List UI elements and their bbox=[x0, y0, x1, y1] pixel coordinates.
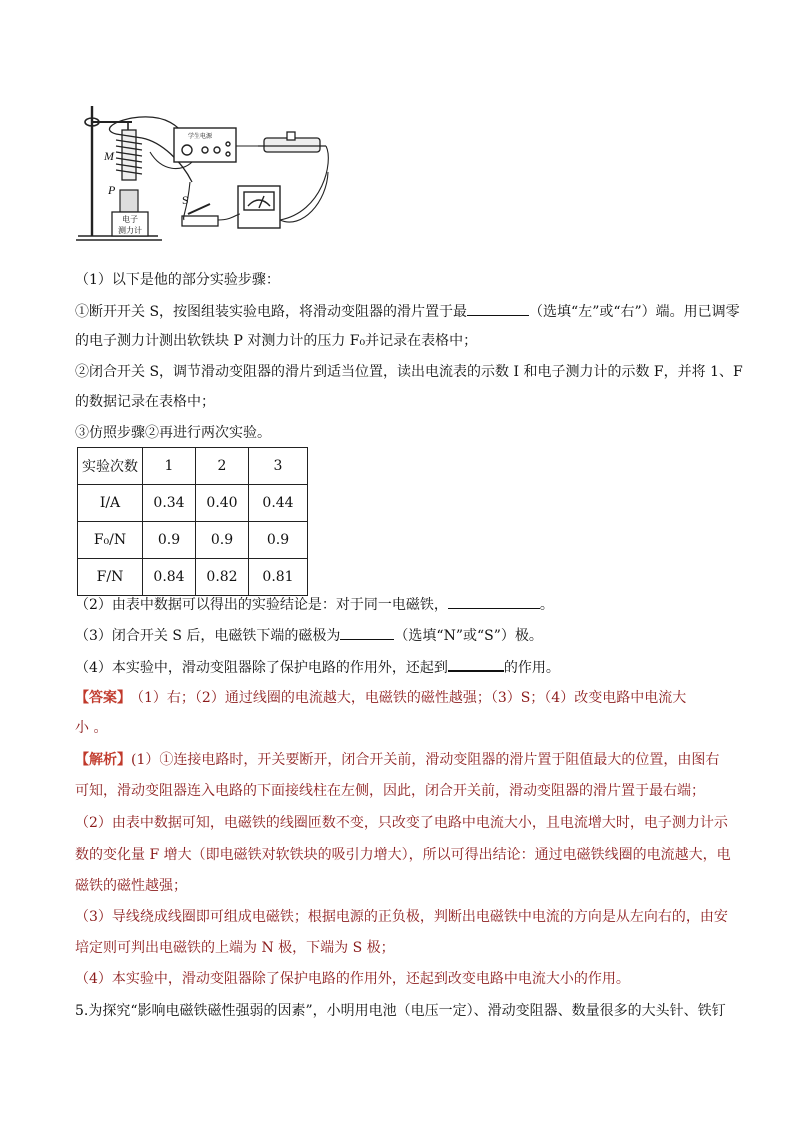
question-3 bbox=[75, 625, 543, 646]
ammeter bbox=[238, 186, 280, 228]
table-header-row bbox=[78, 448, 308, 485]
analysis-line7: 培定则可判出电磁铁的上端为 N 极，下端为 S 极； bbox=[75, 940, 395, 956]
q3-text-a: （3）闭合开关 S 后，电磁铁下端的磁极为 bbox=[75, 628, 341, 644]
table-header-cell: 实验次数 bbox=[78, 448, 143, 485]
table-row bbox=[78, 485, 308, 522]
answer-tag: 【答案】 bbox=[75, 690, 131, 706]
question-4 bbox=[75, 656, 560, 678]
steps-intro: （1）以下是他的部分实验步骤： bbox=[75, 272, 280, 288]
label-p: P bbox=[108, 183, 116, 197]
circuit-diagram-figure bbox=[72, 102, 348, 244]
table-cell: 0.82 bbox=[196, 559, 249, 596]
step2-line1: ②闭合开关 S，调节滑动变阻器的滑片到适当位置，读出电流表的示数 I 和电子测力计的示数 F，并将 1、F bbox=[75, 364, 743, 380]
table-cell: 0.44 bbox=[249, 485, 308, 522]
table-row bbox=[78, 522, 308, 559]
label-s: S bbox=[182, 193, 189, 207]
analysis-text-1: (1）①连接电路时，开关要断开，闭合开关前，滑动变阻器的滑片置于阻值最大的位置，由图右 bbox=[131, 752, 720, 768]
sliding-rheostat bbox=[258, 132, 326, 152]
analysis-line5: 磁铁的磁性越强； bbox=[75, 878, 187, 894]
next-question-line: 5.为探究“影响电磁铁磁性强弱的因素”，小明用电池（电压一定）、滑动变阻器、数量很多的大头针、铁钉 bbox=[75, 1003, 726, 1019]
table-cell: 0.9 bbox=[143, 522, 196, 559]
answer-line2: 小 。 bbox=[75, 720, 108, 736]
step1-line1 bbox=[75, 301, 740, 322]
step1-text-a: ①断开开关 S，按图组装实验电路，将滑动变阻器的滑片置于最 bbox=[75, 304, 468, 320]
analysis-line6: （3）导线绕成线圈即可组成电磁铁；根据电源的正负极，判断出电磁铁中电流的方向是从左向右的，由安 bbox=[75, 909, 728, 925]
q4-text-b: 的作用。 bbox=[503, 660, 560, 676]
scale-label-line2: 测力计 bbox=[118, 226, 142, 235]
step1-text-b: （选填“左”或“右”）端。用已调零 bbox=[529, 304, 740, 320]
answer-line1 bbox=[75, 688, 686, 708]
table-cell: 0.84 bbox=[143, 559, 196, 596]
analysis-line2: 可知，滑动变阻器连入电路的下面接线柱在左侧，因此，闭合开关前，滑动变阻器的滑片置于最右端； bbox=[75, 783, 705, 799]
q2-text-a: （2）由表中数据可以得出的实验结论是：对于同一电磁铁， bbox=[75, 597, 448, 613]
scale-label-line1: 电子 bbox=[122, 215, 138, 224]
label-m: M bbox=[104, 149, 114, 163]
q3-answer-blank bbox=[340, 625, 394, 640]
switch bbox=[182, 204, 218, 226]
q4-answer-blank bbox=[448, 656, 504, 672]
table-cell: I/A bbox=[78, 485, 143, 522]
table-cell: 0.34 bbox=[143, 485, 196, 522]
answer-text-1: （1）右；（2）通过线圈的电流越大，电磁铁的磁性越强；（3）S；（4）改变电路中电流大 bbox=[137, 690, 687, 706]
step1-answer-blank bbox=[467, 301, 529, 316]
table-cell: F₀/N bbox=[78, 522, 143, 559]
table-cell: 0.81 bbox=[249, 559, 308, 596]
analysis-line4: 数的变化量 F 增大（即电磁铁对软铁块的吸引力增大），所以可得出结论：通过电磁铁线圈的电流越大，电 bbox=[75, 847, 731, 863]
table-cell: F/N bbox=[78, 559, 143, 596]
soft-iron-block bbox=[120, 190, 138, 212]
step1-line2: 的电子测力计测出软铁块 P 对测力计的压力 F₀并记录在表格中； bbox=[75, 333, 478, 349]
power-label: 学生电源 bbox=[188, 133, 213, 140]
question-2 bbox=[75, 594, 554, 615]
table-header-cell: 2 bbox=[196, 448, 249, 485]
analysis-line3: （2）由表中数据可知，电磁铁的线圈匝数不变，只改变了电路中电流大小，且电流增大时，电子测力计示 bbox=[75, 815, 728, 831]
q2-text-b: 。 bbox=[539, 597, 554, 613]
table-row bbox=[78, 559, 308, 596]
q4-text-a: （4）本实验中，滑动变阻器除了保护电路的作用外，还起到 bbox=[75, 660, 448, 676]
step2-line2: 的数据记录在表格中； bbox=[75, 394, 215, 410]
analysis-line1 bbox=[75, 750, 719, 770]
analysis-tag: 【解析】 bbox=[75, 752, 131, 768]
q3-text-b: （选填“N”或“S”）极。 bbox=[394, 628, 543, 644]
table-header-cell: 1 bbox=[143, 448, 196, 485]
step3-line: ③仿照步骤②再进行两次实验。 bbox=[75, 425, 271, 441]
table-cell: 0.40 bbox=[196, 485, 249, 522]
q2-answer-blank bbox=[448, 594, 540, 609]
table-cell: 0.9 bbox=[196, 522, 249, 559]
data-table bbox=[77, 447, 308, 596]
table-header-cell: 3 bbox=[249, 448, 308, 485]
table-cell: 0.9 bbox=[249, 522, 308, 559]
analysis-line8: （4）本实验中，滑动变阻器除了保护电路的作用外，还起到改变电路中电流大小的作用。 bbox=[75, 971, 630, 987]
